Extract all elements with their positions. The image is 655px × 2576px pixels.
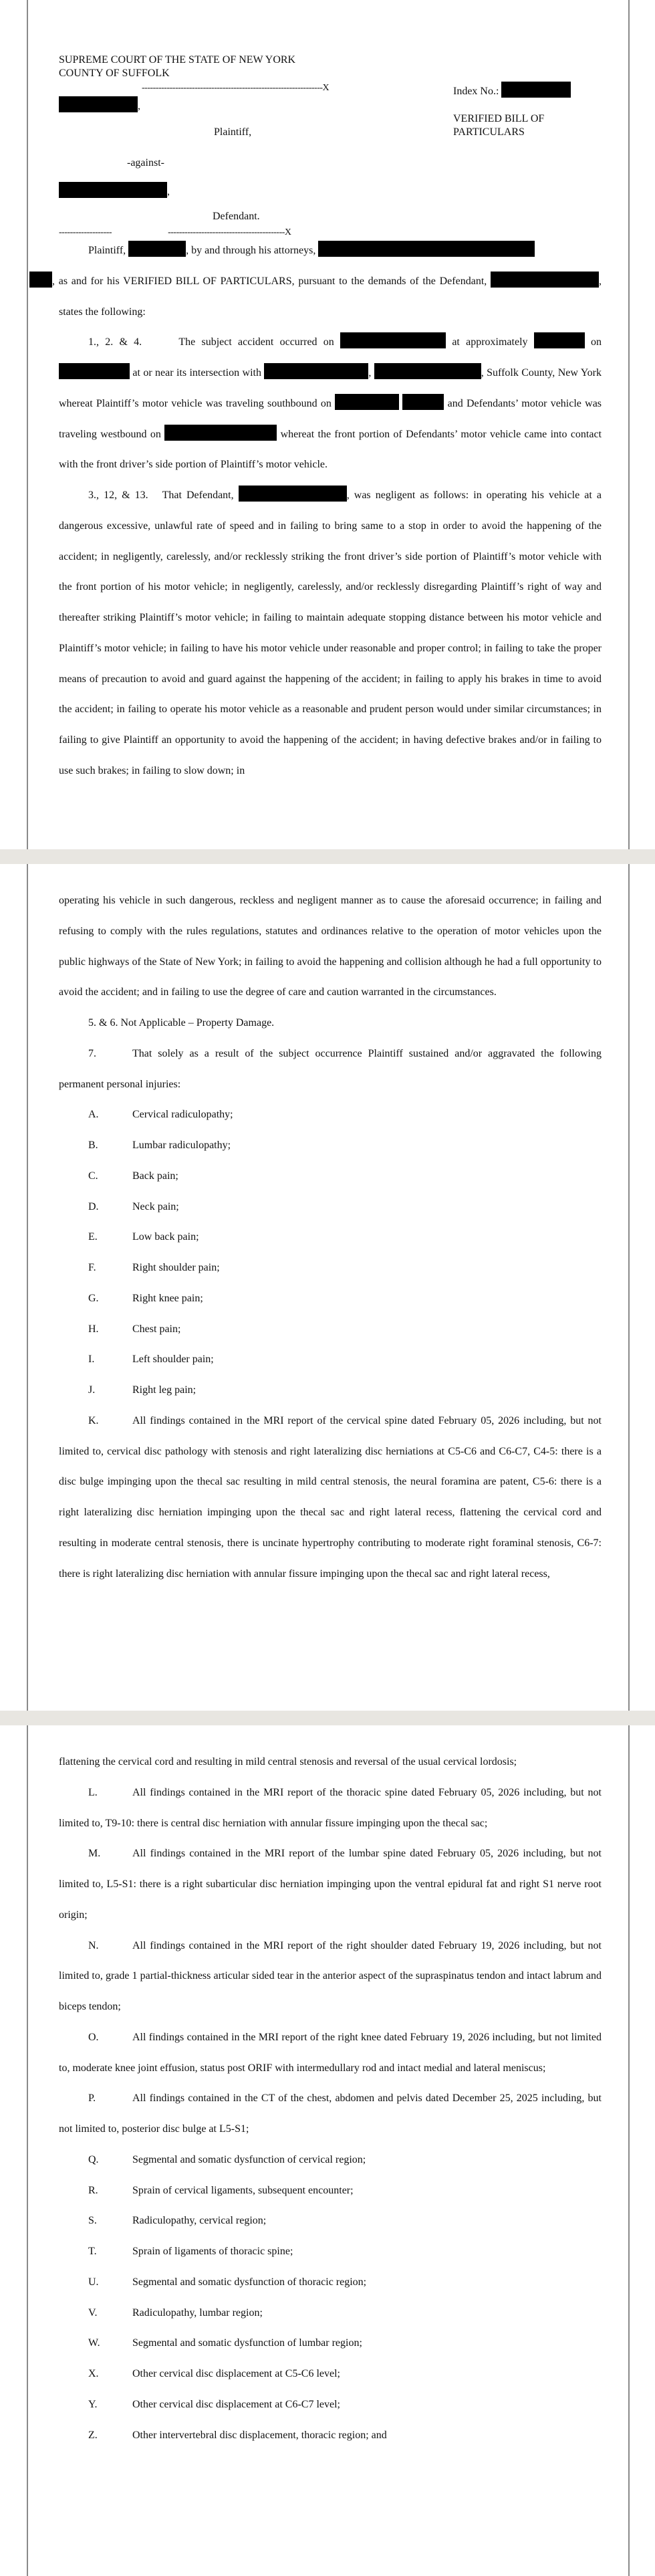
item-text: Other intervertebral disc displacement, thoracic region; and: [132, 2429, 387, 2441]
item-text: Segmental and somatic dysfunction of thoracic region;: [132, 2276, 367, 2288]
item-letter: P.: [88, 2092, 96, 2105]
item-text: Low back pain;: [132, 1231, 199, 1243]
paragraph-1-2-4: 1., 2. & 4. The subject accident occurred on at approximately on at or near its intersection with , , Suffolk County, New York whereat Plaintiff’s motor vehicle was traveling southbound on and Defendants’ motor vehicle was traveling westbound on whereat the front portion of Defendants’ motor vehicle came into contact with the front driver’s side portion of Plaintiff’s motor vehicle.: [59, 327, 602, 480]
redaction: [501, 82, 571, 98]
item-letter: F.: [88, 1262, 96, 1273]
document-title: VERIFIED BILL OF PARTICULARS: [453, 113, 545, 138]
paragraph-3-12-13: 3., 12, & 13. That Defendant, , was negligent as follows: in operating his vehicle at a dangerous excessive, unlawful rate of speed and in failing to bring same to a stop in order to avoid the happening of the accident; in negligently, carelessly, and/or recklessly striking the front driver’s side portion of Plaintiff’s motor vehicle with the front portion of his motor vehicle; in negligently, carelessly, and/or recklessly disregarding Plaintiff’s right of way and thereafter striking Plaintiff’s motor vehicle; in failing to maintain adequate stopping distance between his motor vehicle and Plaintiff’s motor vehicle; in failing to have his motor vehicle under reasonable and proper control; in failing to take the proper means of precaution to avoid and guard against the happening of the accident; in failing to apply his brakes in time to avoid the accident; in failing to operate his motor vehicle as a reasonable and prudent person would under similar circumstances; in failing to give Plaintiff an opportunity to avoid the happening of the accident; in having defective brakes and/or in failing to use such brakes; in failing to slow down; in: [59, 480, 602, 786]
redaction: [29, 272, 52, 288]
paragraph-3-continued: operating his vehicle in such dangerous, reckless and negligent manner as to cause the aforesaid occurrence; in failing and refusing to comply with the rules regulations, statutes and ordinances relative to the operation of motor vehicles upon the public highways of the State of New York; in failing to avoid the happening and collision although he had a full opportunity to avoid the accident; and in failing to use the degree of care and caution warranted in the circumstances.: [59, 895, 602, 998]
page-3-body: [59, 1747, 602, 2450]
plaintiff-name: ,: [59, 96, 140, 113]
item-letter: N.: [88, 1939, 99, 1951]
redaction: [59, 363, 130, 379]
injury-item-k: K. All findings contained in the MRI report of the cervical spine dated February 05, 2026 including, but not limited to, cervical disc pathology with stenosis and right lateralizing disc herniations at C5-C6 and C6-C7, C4-5: there is a disc bulge impinging upon the thecal sac resulting in mild central stenosis, the neural foramina are patent, C5-6: there is a right lateralizing disc herniation impinging upon the thecal sac and right lateral recess, flattening the cervical cord and resulting in moderate central stenosis, there is uncinate hypertrophy contributing to moderate right foraminal stenosis, C6-7: there is right lateralizing disc herniation with annular fissure impinging upon the thecal sac and right lateral recess,: [59, 1414, 602, 1580]
item-letter: G.: [88, 1292, 99, 1304]
redaction: [534, 332, 585, 348]
list-item: [59, 2420, 602, 2451]
redaction: [164, 425, 277, 441]
list-item: [59, 1344, 602, 1375]
redaction: [264, 363, 368, 379]
item-letter: S.: [88, 2215, 97, 2227]
injury-list: [59, 1099, 602, 1406]
item-letter: L.: [88, 1786, 98, 1798]
page-1: [0, 0, 655, 849]
list-item: [59, 1253, 602, 1283]
caption-divider-top: -----------------------------------------------------------------X: [142, 83, 330, 93]
redaction: [59, 96, 138, 112]
page-2-body: [59, 885, 602, 1589]
item-k-continued: flattening the cervical cord and resulting in mild central stenosis and reversal of the usual cervical lordosis;: [59, 1756, 517, 1767]
item-text: Left shoulder pain;: [132, 1354, 214, 1366]
list-item: [59, 2175, 602, 2206]
item-text: Cervical radiculopathy;: [132, 1109, 233, 1121]
list-item: [59, 2328, 602, 2359]
mri-findings-list: [59, 1778, 602, 2145]
item-letter: D.: [88, 1200, 99, 1212]
list-item: [59, 2206, 602, 2236]
item-text: Sprain of ligaments of thoracic spine;: [132, 2246, 293, 2257]
list-item: [59, 1161, 602, 1192]
plaintiff-label: Plaintiff,: [214, 126, 252, 138]
diagnosis-list: [59, 2145, 602, 2451]
item-text: Right shoulder pain;: [132, 1262, 220, 1273]
list-item: [59, 1314, 602, 1345]
list-item: [59, 1375, 602, 1406]
redaction: [340, 332, 446, 348]
defendant-label: Defendant.: [213, 211, 260, 222]
item-text: Segmental and somatic dysfunction of cervical region;: [132, 2153, 366, 2165]
item-text: Segmental and somatic dysfunction of lumbar region;: [132, 2337, 362, 2349]
list-item: [59, 2145, 602, 2175]
list-item: [59, 1283, 602, 1314]
redaction: [374, 363, 481, 379]
paragraph-7: 7. That solely as a result of the subject occurrence Plaintiff sustained and/or aggravated the following permanent personal injuries:: [59, 1047, 602, 1090]
item-text: Lumbar radiculopathy;: [132, 1140, 231, 1151]
redaction: [402, 394, 444, 410]
redaction: [491, 272, 599, 288]
defendant-name: ,: [59, 182, 170, 199]
item-letter: B.: [88, 1140, 98, 1151]
item-letter: U.: [88, 2276, 99, 2288]
item-letter: C.: [88, 1170, 98, 1182]
page-1-body: [52, 235, 602, 786]
findings-item: [59, 1931, 602, 2022]
item-letter: Z.: [88, 2429, 98, 2441]
item-letter: X.: [88, 2368, 99, 2379]
item-letter: M.: [88, 1848, 101, 1860]
page-2: [0, 864, 655, 1711]
against-label: -against-: [127, 157, 164, 169]
item-letter: T.: [88, 2246, 97, 2257]
redaction: [128, 241, 186, 257]
page-3: [0, 1725, 655, 2576]
item-text: All findings contained in the MRI report of the lumbar spine dated February 05, 2026 including, but not limited to, L5-S1: there is a right subarticular disc herniation impinging upon the ventral epidural fat and right S1 nerve root origin;: [59, 1848, 602, 1921]
item-text: Radiculopathy, cervical region;: [132, 2215, 267, 2227]
list-item: [59, 2359, 602, 2389]
index-number: Index No.:: [453, 82, 571, 98]
court-name: SUPREME COURT OF THE STATE OF NEW YORK COUNTY OF SUFFOLK: [59, 54, 296, 79]
item-text: Radiculopathy, lumbar region;: [132, 2306, 263, 2319]
list-item: [59, 1192, 602, 1222]
findings-item: [59, 1778, 602, 1839]
item-letter: Y.: [88, 2398, 98, 2410]
redaction: [239, 486, 347, 502]
item-text: Chest pain;: [132, 1323, 181, 1335]
item-text: Back pain;: [132, 1170, 178, 1182]
item-text: Sprain of cervical ligaments, subsequent encounter;: [132, 2184, 354, 2196]
item-letter: Q.: [88, 2153, 99, 2165]
list-item: [59, 2389, 602, 2420]
item-text: Right leg pain;: [132, 1384, 196, 1396]
list-item: [59, 1222, 602, 1253]
item-letter: W.: [88, 2337, 100, 2349]
item-letter: V.: [88, 2306, 98, 2319]
redaction: [318, 241, 535, 257]
item-letter: R.: [88, 2184, 98, 2196]
item-letter: O.: [88, 2031, 99, 2043]
item-text: Other cervical disc displacement at C5-C6 level;: [132, 2368, 340, 2379]
list-item: [59, 2298, 602, 2329]
item-text: All findings contained in the CT of the chest, abdomen and pelvis dated December 25, 2025 including, but not limited to, posterior disc bulge at L5-S1;: [59, 2092, 602, 2135]
findings-item: [59, 2083, 602, 2145]
item-text: All findings contained in the MRI report of the right shoulder dated February 19, 2026 including, but not limited to, grade 1 partial-thickness articular sided tear in the anterior aspect of the supraspinatus tendon and intact labrum and biceps tendon;: [59, 1939, 602, 2012]
findings-item: [59, 1838, 602, 1930]
list-item: [59, 1099, 602, 1130]
item-text: All findings contained in the MRI report of the thoracic spine dated February 05, 2026 including, but not limited to, T9-10: there is central disc herniation with annular fissure impinging upon the thecal sac;: [59, 1786, 602, 1829]
list-item: [59, 2267, 602, 2298]
item-text: Right knee pain;: [132, 1292, 203, 1304]
item-text: Neck pain;: [132, 1200, 179, 1212]
item-letter: J.: [88, 1384, 96, 1396]
list-item: [59, 1130, 602, 1161]
intro-paragraph: Plaintiff, , by and through his attorneys, , as and for his VERIFIED BILL OF PARTICULARS, pursuant to the demands of the Defendant, , states the following:: [59, 235, 602, 327]
item-text: Other cervical disc displacement at C6-C7 level;: [132, 2398, 340, 2410]
list-item: [59, 2236, 602, 2267]
redaction: [335, 394, 399, 410]
item-letter: E.: [88, 1231, 98, 1243]
item-letter: A.: [88, 1109, 99, 1121]
paragraph-5-6: 5. & 6. Not Applicable – Property Damage.: [88, 1017, 275, 1029]
item-letter: I.: [88, 1354, 95, 1366]
item-text: All findings contained in the MRI report of the right knee dated February 19, 2026 including, but not limited to, moderate knee joint effusion, status post ORIF with intermedullary rod and intact medial and lateral meniscus;: [59, 2031, 602, 2074]
findings-item: [59, 2022, 602, 2084]
redaction: [59, 182, 167, 198]
item-letter: H.: [88, 1323, 99, 1335]
caption-divider-bottom: ------------------- ------------------------------------------X: [59, 227, 291, 237]
